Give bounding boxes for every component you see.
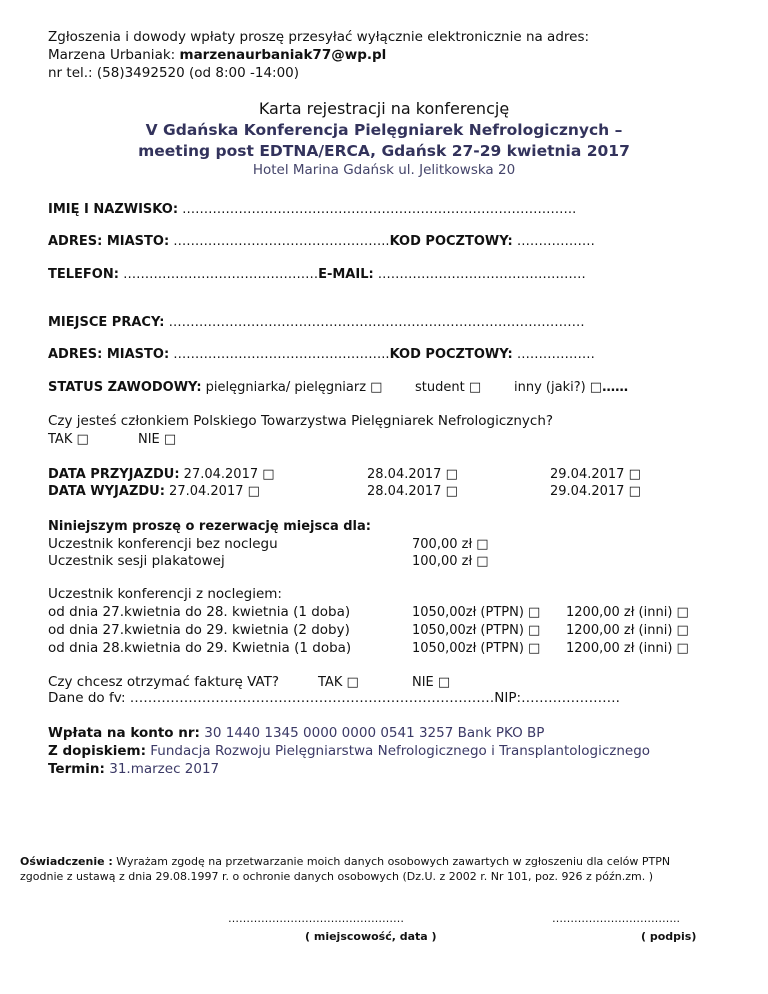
departure-row: [48, 483, 260, 500]
invoice-data-label: Dane do fv:: [48, 690, 126, 706]
workplace-label: MIEJSCE PRACY:: [48, 315, 165, 330]
status-option-student: student □: [415, 380, 482, 395]
lodging-row-label: od dnia 27.kwietnia do 29. kwietnia (2 doby): [48, 622, 350, 638]
arrival-option-1: 27.04.2017 □: [179, 467, 275, 482]
payment-deadline: [48, 761, 219, 778]
phone-email-field: [48, 266, 586, 283]
arrival-row: [48, 466, 275, 483]
signature-line: ……………………………..: [552, 912, 680, 925]
note-value: Fundacja Rozwoju Pielęgniarstwa Nefrologicznego i Transplantologicznego: [145, 743, 651, 759]
phone-label: TELEFON:: [48, 267, 119, 282]
zip-dots-2: ………………: [512, 347, 595, 362]
payment-note: [48, 743, 650, 760]
departure-option-3: 29.04.2017 □: [550, 484, 641, 499]
conference-subtitle: meeting post EDTNA/ERCA, Gdańsk 27-29 kwietnia 2017: [138, 142, 630, 160]
consent-statement: [20, 854, 710, 884]
membership-yes: TAK □: [48, 432, 89, 447]
place-date-line: …………………………………………: [228, 912, 404, 925]
payment-account: [48, 725, 544, 742]
place-date-label: ( miejscowość, data ): [305, 930, 437, 943]
reservation-row-label: Uczestnik sesji plakatowej: [48, 553, 225, 569]
reservation-heading: Niniejszym proszę o rezerwację miejsca dla:: [48, 519, 371, 534]
lodging-row-label: od dnia 28.kwietnia do 29. Kwietnia (1 doba): [48, 640, 352, 656]
invoice-no: NIE □: [412, 675, 451, 690]
email-dots: …………………………………………: [373, 267, 586, 282]
zip-label-1: KOD POCZTOWY:: [389, 234, 513, 249]
departure-option-1: 27.04.2017 □: [164, 484, 260, 499]
account-number: 30 1440 1345 0000 0000 0541 3257 Bank PKO BP: [199, 725, 545, 741]
lodging-row-other: 1200,00 zł (inni) □: [566, 641, 689, 656]
consent-label: Oświadczenie :: [20, 855, 113, 868]
address-label-2: ADRES: MIASTO:: [48, 347, 170, 362]
form-title: Karta rejestracji na konferencję: [258, 99, 510, 118]
lodging-row-ptpn: 1050,00zł (PTPN) □: [412, 605, 541, 620]
lodging-heading: Uczestnik konferencji z noclegiem:: [48, 586, 282, 602]
membership-no: NIE □: [138, 432, 177, 447]
zip-label-2: KOD POCZTOWY:: [389, 347, 513, 362]
account-label: Wpłata na konto nr:: [48, 725, 200, 741]
reservation-row-price: 100,00 zł □: [412, 554, 489, 569]
note-label: Z dopiskiem:: [48, 743, 146, 759]
address-dots-1: …………………………………………..: [169, 234, 390, 249]
deadline-label: Termin:: [48, 761, 105, 777]
address-dots-2: …………………………………………..: [169, 347, 390, 362]
invoice-data-dots: ………………………………………………………………………: [125, 690, 495, 706]
arrival-option-3: 29.04.2017 □: [550, 467, 641, 482]
status-label: STATUS ZAWODOWY:: [48, 380, 202, 395]
workplace-dots: ……………………………………………………………………………………: [164, 315, 585, 330]
phone-dots: ………………………………………: [118, 267, 319, 282]
consent-text: Wyrażam zgodę na przetwarzanie moich danych osobowych zawartych w zgłoszeniu dla celów PTPN zgodnie z ustawą z dnia 29.08.1997 r. o ochronie danych osobowych (Dz.U. z 2002 r. Nr 101, poz. 926 z późn.zm. ): [20, 855, 671, 883]
departure-label: DATA WYJAZDU:: [48, 484, 165, 499]
address-label-1: ADRES: MIASTO:: [48, 234, 170, 249]
arrival-option-2: 28.04.2017 □: [367, 467, 458, 482]
conference-venue: Hotel Marina Gdańsk ul. Jelitkowska 20: [252, 162, 516, 178]
email-label: E-MAIL:: [318, 267, 374, 282]
name-label: IMIĘ I NAZWISKO:: [48, 202, 179, 217]
arrival-label: DATA PRZYJAZDU:: [48, 467, 180, 482]
invoice-question: Czy chcesz otrzymać fakturę VAT?: [48, 674, 280, 690]
lodging-row-ptpn: 1050,00zł (PTPN) □: [412, 623, 541, 638]
lodging-row-other: 1200,00 zł (inni) □: [566, 623, 689, 638]
zip-dots-1: ………………: [512, 234, 595, 249]
lodging-row-label: od dnia 27.kwietnia do 28. kwietnia (1 doba): [48, 604, 351, 620]
status-other-dots: ……: [602, 380, 629, 395]
membership-question: Czy jesteś członkiem Polskiego Towarzystwa Pielęgniarek Nefrologicznych?: [48, 413, 554, 429]
header-line-2: [48, 47, 386, 64]
deadline-value: 31.marzec 2017: [104, 761, 220, 777]
name-field: [48, 201, 576, 218]
header-line-3: nr tel.: (58)3492520 (od 8:00 -14:00): [48, 65, 300, 81]
workplace-field: [48, 314, 585, 331]
status-field: [48, 379, 382, 396]
name-dots: ……………………………………………………………………………….: [178, 202, 577, 217]
invoice-yes: TAK □: [318, 675, 359, 690]
lodging-row-ptpn: 1050,00zł (PTPN) □: [412, 641, 541, 656]
status-option-nurse: pielęgniarka/ pielęgniarz □: [201, 380, 383, 395]
status-other-label: inny (jaki?) □: [514, 380, 603, 395]
nip-label: NIP:: [494, 690, 522, 706]
contact-email: marzenaurbaniak77@wp.pl: [179, 47, 387, 63]
header-line-1: Zgłoszenia i dowody wpłaty proszę przesyłać wyłącznie elektronicznie na adres:: [48, 29, 590, 45]
nip-dots: ………………….: [521, 690, 620, 706]
lodging-row-other: 1200,00 zł (inni) □: [566, 605, 689, 620]
departure-option-2: 28.04.2017 □: [367, 484, 458, 499]
invoice-data-field: [48, 690, 620, 707]
signature-label: ( podpis): [641, 930, 697, 943]
status-option-other: [514, 379, 628, 396]
conference-name: V Gdańska Konferencja Pielęgniarek Nefrologicznych –: [145, 121, 623, 139]
address-field-2: [48, 346, 595, 363]
reservation-row-price: 700,00 zł □: [412, 537, 489, 552]
address-field-1: [48, 233, 595, 250]
reservation-row-label: Uczestnik konferencji bez noclegu: [48, 536, 278, 552]
contact-name: Marzena Urbaniak:: [48, 47, 180, 63]
